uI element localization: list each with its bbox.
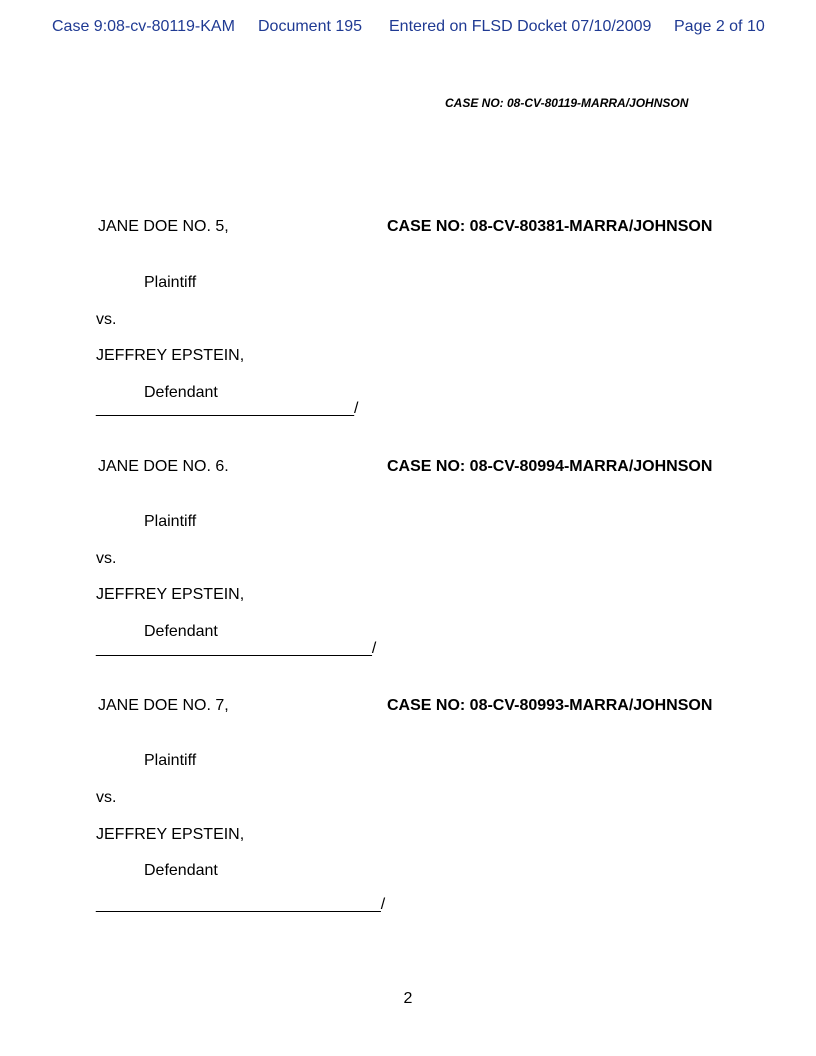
defendant-label: Defendant	[144, 384, 218, 401]
plaintiff-label: Plaintiff	[144, 513, 197, 530]
defendant-label: Defendant	[144, 623, 218, 640]
defendant-name: JEFFREY EPSTEIN,	[96, 347, 245, 364]
plaintiff-name: JANE DOE NO. 6.	[98, 458, 229, 475]
lead-case-number: CASE NO: 08-CV-80119-MARRA/JOHNSON	[445, 96, 689, 110]
signature-line: _____________________________/	[96, 400, 359, 417]
caption-case-number: CASE NO: 08-CV-80993-MARRA/JOHNSON	[387, 697, 713, 714]
page-number: 2	[403, 990, 413, 1007]
docket-page-indicator: Page 2 of 10	[674, 18, 765, 35]
versus-label: vs.	[96, 550, 117, 567]
defendant-name: JEFFREY EPSTEIN,	[96, 826, 245, 843]
caption-case-number: CASE NO: 08-CV-80994-MARRA/JOHNSON	[387, 458, 713, 475]
versus-label: vs.	[96, 789, 117, 806]
docket-document-number: Document 195	[258, 18, 363, 35]
defendant-name: JEFFREY EPSTEIN,	[96, 586, 245, 603]
plaintiff-label: Plaintiff	[144, 752, 197, 769]
versus-label: vs.	[96, 311, 117, 328]
plaintiff-label: Plaintiff	[144, 274, 197, 291]
defendant-label: Defendant	[144, 862, 218, 879]
signature-line: _______________________________/	[96, 640, 377, 657]
docket-case-number: Case 9:08-cv-80119-KAM	[52, 18, 235, 35]
docket-entered-date: Entered on FLSD Docket 07/10/2009	[389, 18, 652, 35]
signature-line: ________________________________/	[96, 896, 386, 913]
caption-case-number: CASE NO: 08-CV-80381-MARRA/JOHNSON	[387, 218, 713, 235]
plaintiff-name: JANE DOE NO. 7,	[98, 697, 229, 714]
plaintiff-name: JANE DOE NO. 5,	[98, 218, 229, 235]
